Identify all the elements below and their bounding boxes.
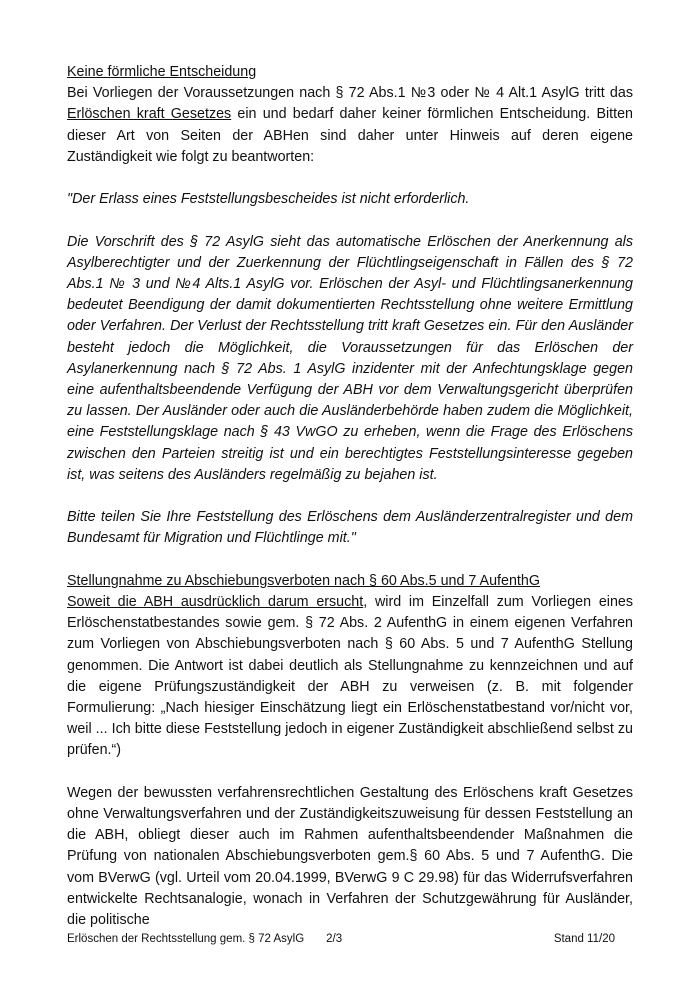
paragraph-text: Bei Vorliegen der Voraussetzungen nach § 72 Abs.1 №3 oder № 4 Alt.1 AsylG tritt das	[67, 85, 633, 102]
footer-page-number: 2/3	[326, 933, 343, 945]
paragraph-erloeschen	[67, 83, 633, 168]
quote-first-line: "Der Erlass eines Feststellungsbescheides ist nicht erforderlich.	[67, 191, 470, 208]
page-footer	[67, 932, 633, 946]
paragraph-text: , wird im Einzelfall zum Vorliegen eines Erlöschenstatbestandes sowie gem. § 72 Abs. 2 AufenthG in einem eigenen Verfahren zum Vorliegen von Abschiebungsverboten nach § 60 Abs. 5 und 7 AufenthG Stellung genommen. Die Antwort ist dabei deutlich als Stellungnahme zu kennzeichnen und auf die eigene Prüfungszuständigkeit der ABH zu verweisen (z. B. mit folgender Formulierung: „Nach hiesiger Einschätzung liegt ein Erlöschenstatbestand vor/nicht vor, weil ... Ich bitte diese Feststellung jedoch in eigener Zuständigkeit abschließend selbst zu prüfen.“)	[67, 594, 633, 759]
section-heading-stellungnahme: Stellungnahme zu Abschiebungsverboten nach § 60 Abs.5 und 7 AufenthG	[67, 572, 540, 589]
section-heading-keine-foermliche-entscheidung: Keine förmliche Entscheidung	[67, 64, 257, 80]
underlined-term: Erlöschen kraft Gesetzes	[67, 106, 232, 123]
paragraph-stellungnahme	[67, 592, 633, 762]
paragraph-verfahren: Wegen der bewussten verfahrensrechtlichen Gestaltung des Erlöschens kraft Gesetzes ohne Verwaltungsverfahren und der Zuständigkeitszuweisung für dessen Feststellung an die ABH, obliegt dieser auch im Rahmen aufenthaltsbeendender Maßnahmen die Prüfung von nationalen Abschiebungsverboten gem.§ 60 Abs. 5 und 7 AufenthG. Die vom BVerwG (vgl. Urteil vom 20.04.1999, BVerwG 9 C 29.98) für das Widerrufsverfahren entwickelte Rechtsanalogie, wonach in Verfahren der Schutzgewährung für Ausländer, die politische	[67, 784, 633, 929]
footer-title: Erlöschen der Rechtsstellung gem. § 72 AsylG	[67, 933, 305, 945]
document-body	[67, 62, 633, 931]
footer-stand: Stand 11/20	[553, 933, 615, 945]
quote-body: Die Vorschrift des § 72 AsylG sieht das automatische Erlöschen der Anerkennung als Asylberechtigter und der Zuerkennung der Flüchtlingseigenschaft in Fällen des § 72 Abs.1 № 3 und №4 Alts.1 AsylG vor. Erlöschen der Asyl- und Flüchtlingsanerkennung bedeutet Beendigung der damit dokumentierten Rechtsstellung ohne weitere Ermittlung oder Verfahren. Der Verlust der Rechtsstellung tritt kraft Gesetzes ein. Für den Ausländer besteht jedoch die Möglichkeit, die Voraussetzungen für das Erlöschen der Asylanerkennung nach § 72 Abs. 1 AsylG inzidenter mit der Anfechtungsklage gegen eine aufenthaltsbeendende Verfügung der ABH vor dem Verwaltungsgericht überprüfen zu lassen. Der Ausländer oder auch die Ausländerbehörde haben zudem die Möglichkeit, eine Feststellungsklage nach § 43 VwGO zu erheben, wenn die Frage des Erlöschens zwischen den Parteien streitig ist und ein berechtigtes Feststellungsinteresse gegeben ist, was seitens des Ausländers regelmäßig zu bejahen ist.	[67, 233, 633, 483]
paragraph-text: ein und bedarf daher keiner förmlichen Entscheidung. Bitten dieser Art von Seiten der ABHen sind daher unter Hinweis auf deren eigene Zuständigkeit wie folgt zu beantworten:	[67, 106, 634, 165]
underlined-term: Soweit die ABH ausdrücklich darum ersucht	[67, 594, 364, 611]
quote-closing: Bitte teilen Sie Ihre Feststellung des Erlöschens dem Ausländerzentralregister und dem Bundesamt für Migration und Flüchtlinge mit."	[67, 509, 633, 547]
